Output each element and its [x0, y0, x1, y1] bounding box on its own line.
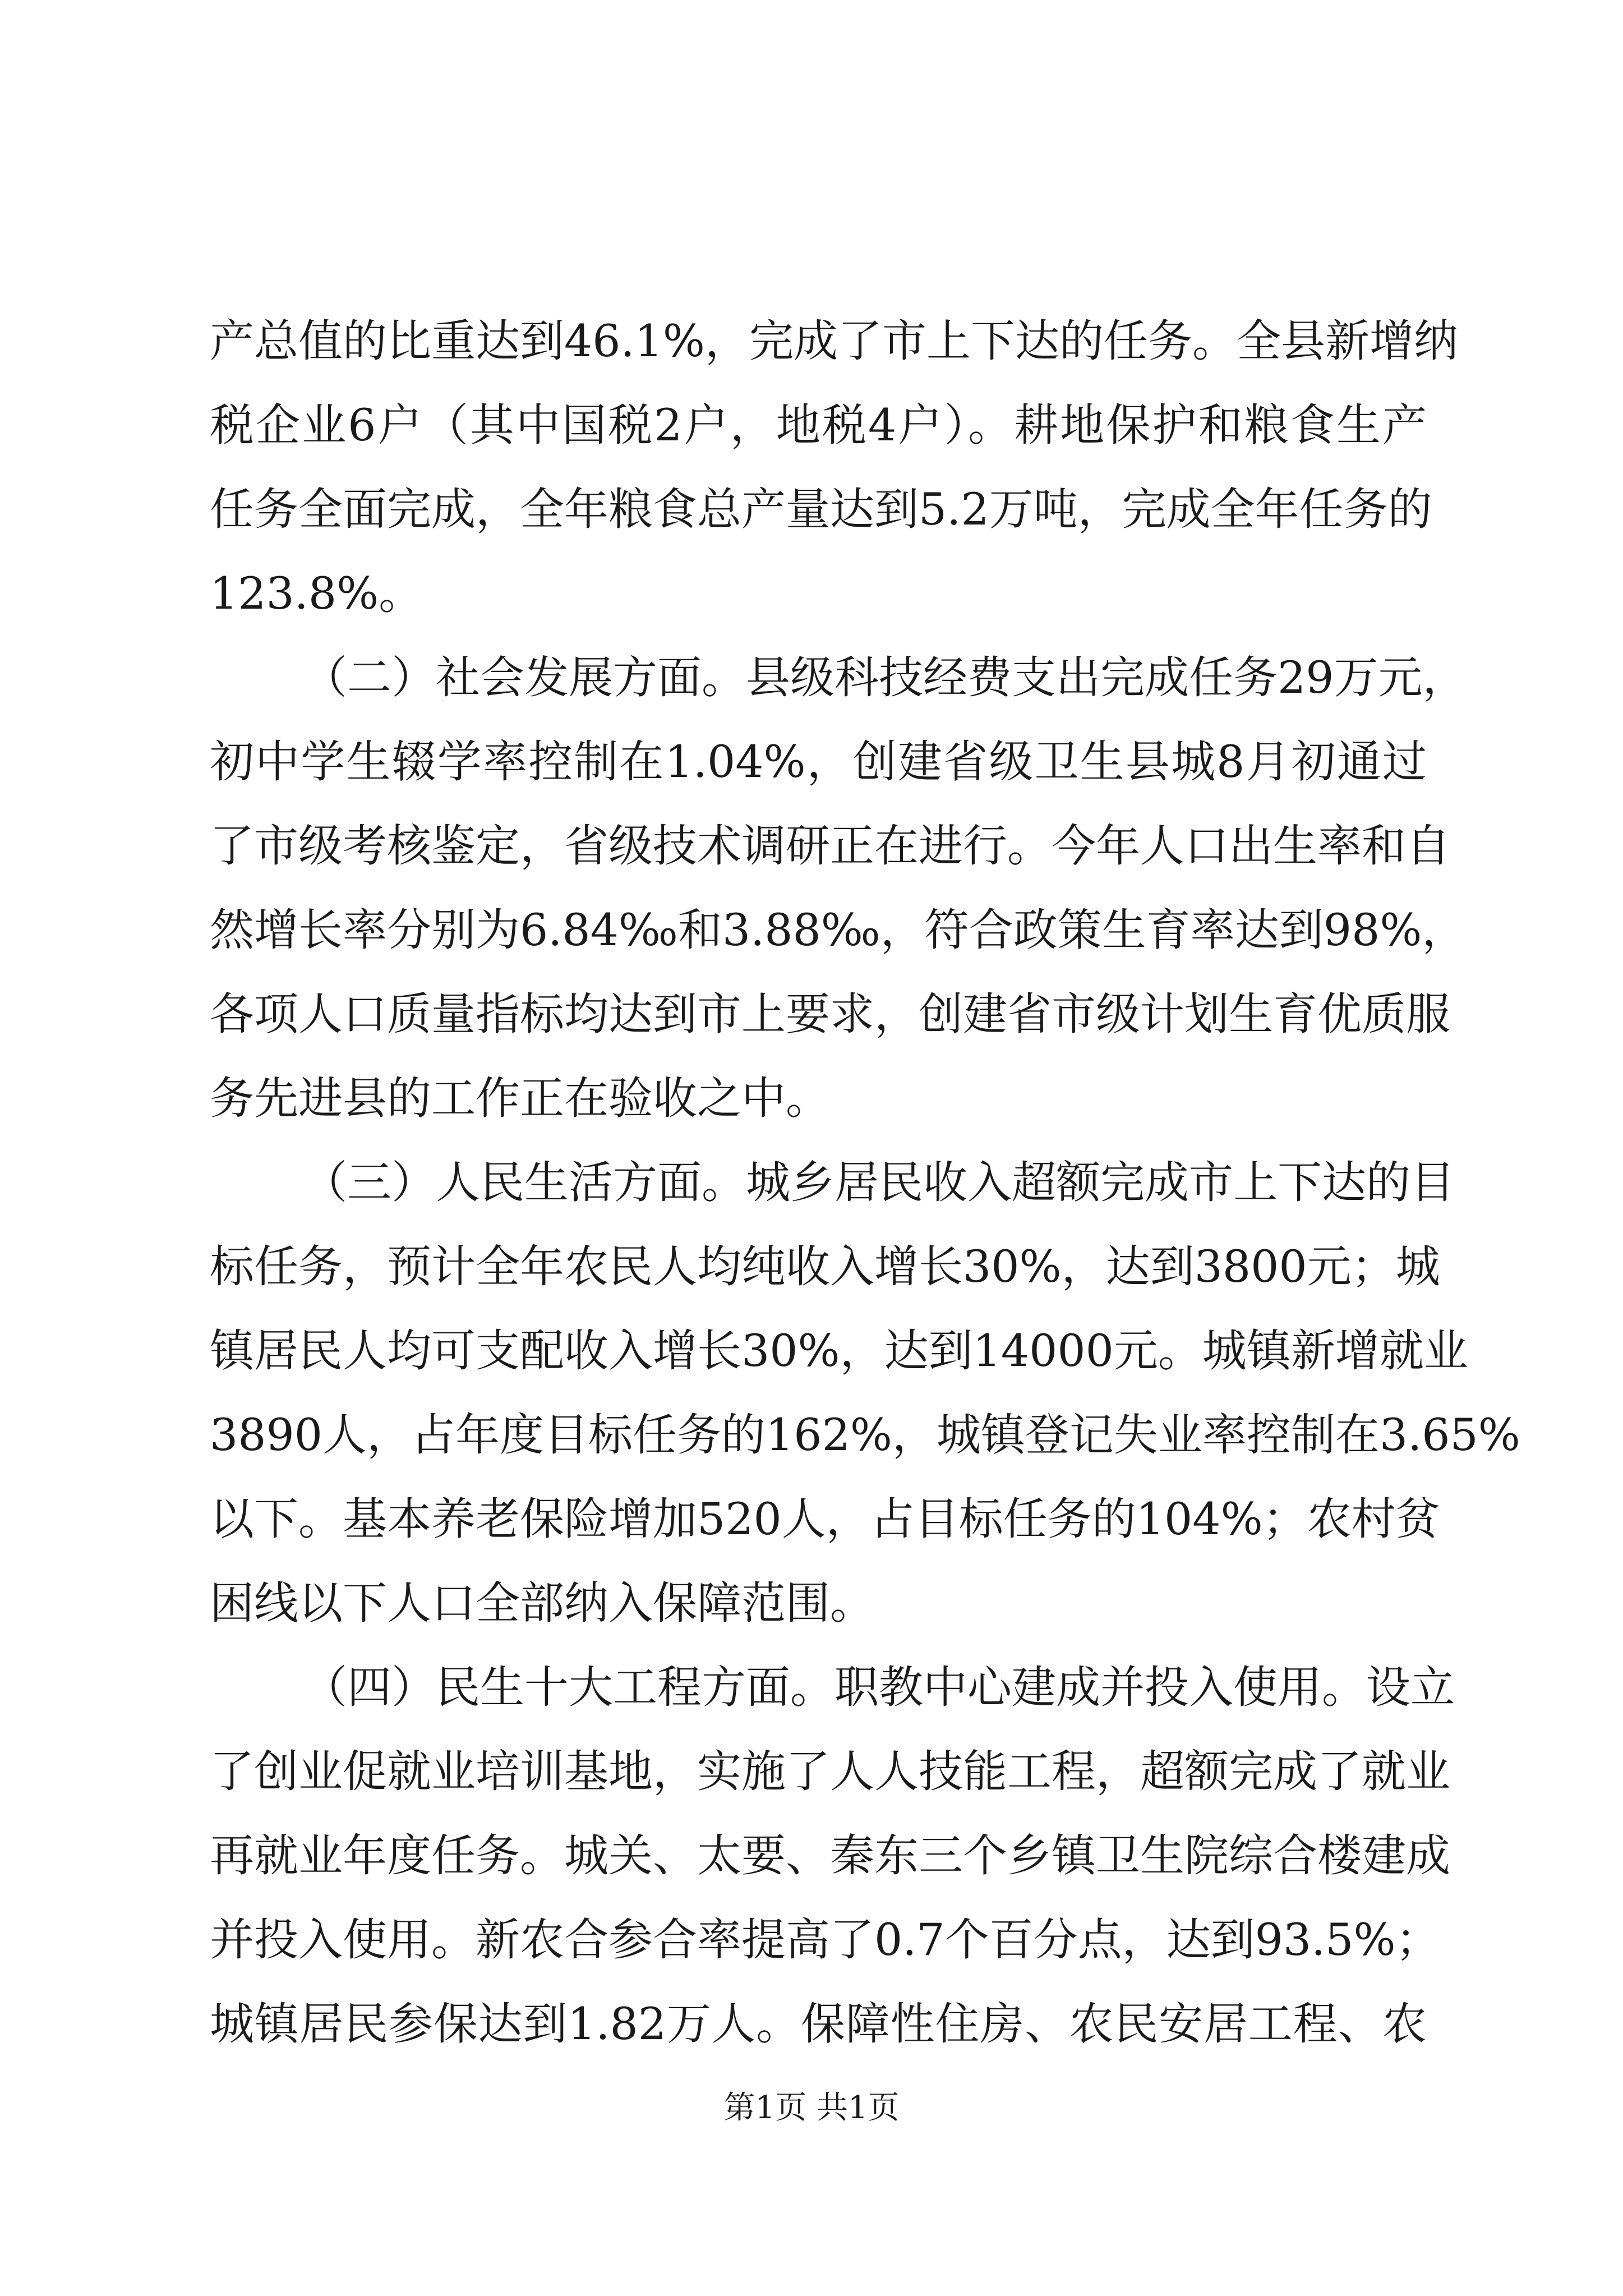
text-line: 城镇居民参保达到1.82万人。保障性住房、农民安居工程、农	[210, 1998, 1427, 2050]
text-line: 镇居民人均可支配收入增长30%，达到14000元。城镇新增就业	[210, 1325, 1468, 1377]
text-line: 以下。基本养老保险增加520人，占目标任务的104%；农村贫	[210, 1493, 1440, 1545]
text-line: 各项人口质量指标均达到市上要求，创建省市级计划生育优质服	[210, 988, 1450, 1040]
text-line: 产总值的比重达到46.1%，完成了市上下达的任务。全县新增纳	[210, 315, 1458, 367]
text-line: 了市级考核鉴定，省级技术调研正在进行。今年人口出生率和自	[210, 820, 1450, 872]
text-line: 标任务，预计全年农民人均纯收入增长30%，达到3800元；城	[210, 1241, 1440, 1292]
paragraph-first-line: （三）人民生活方面。城乡居民收入超额完成市上下达的目	[303, 1157, 1455, 1208]
text-line: 务先进县的工作正在验收之中。	[210, 1073, 830, 1124]
text-line: 然增长率分别为6.84‰和3.88‰，符合政策生育率达到98%，	[210, 904, 1467, 956]
paragraph-first-line: （二）社会发展方面。县级科技经费支出完成任务29万元，	[303, 652, 1467, 703]
text-line: 税企业6户（其中国税2户，地税4户）。耕地保护和粮食生产	[210, 399, 1427, 451]
paragraph-first-line: （四）民生十大工程方面。职教中心建成并投入使用。设立	[303, 1662, 1455, 1713]
text-line: 再就业年度任务。城关、太要、秦东三个乡镇卫生院综合楼建成	[210, 1830, 1450, 1881]
page-footer: 第1页 共1页	[723, 2090, 900, 2126]
text-line: 困线以下人口全部纳入保障范围。	[210, 1577, 874, 1629]
text-line: 任务全面完成，全年粮食总产量达到5.2万吨，完成全年任务的	[210, 484, 1432, 535]
text-line: 并投入使用。新农合参合率提高了0.7个百分点，达到93.5%；	[210, 1914, 1440, 1966]
text-line: 了创业促就业培训基地，实施了人人技能工程，超额完成了就业	[210, 1746, 1450, 1797]
text-line: 初中学生辍学率控制在1.04%，创建省级卫生县城8月初通过	[210, 736, 1427, 788]
text-line: 123.8%。	[210, 568, 423, 619]
text-line: 3890人，占年度目标任务的162%，城镇登记失业率控制在3.65%	[210, 1409, 1520, 1461]
